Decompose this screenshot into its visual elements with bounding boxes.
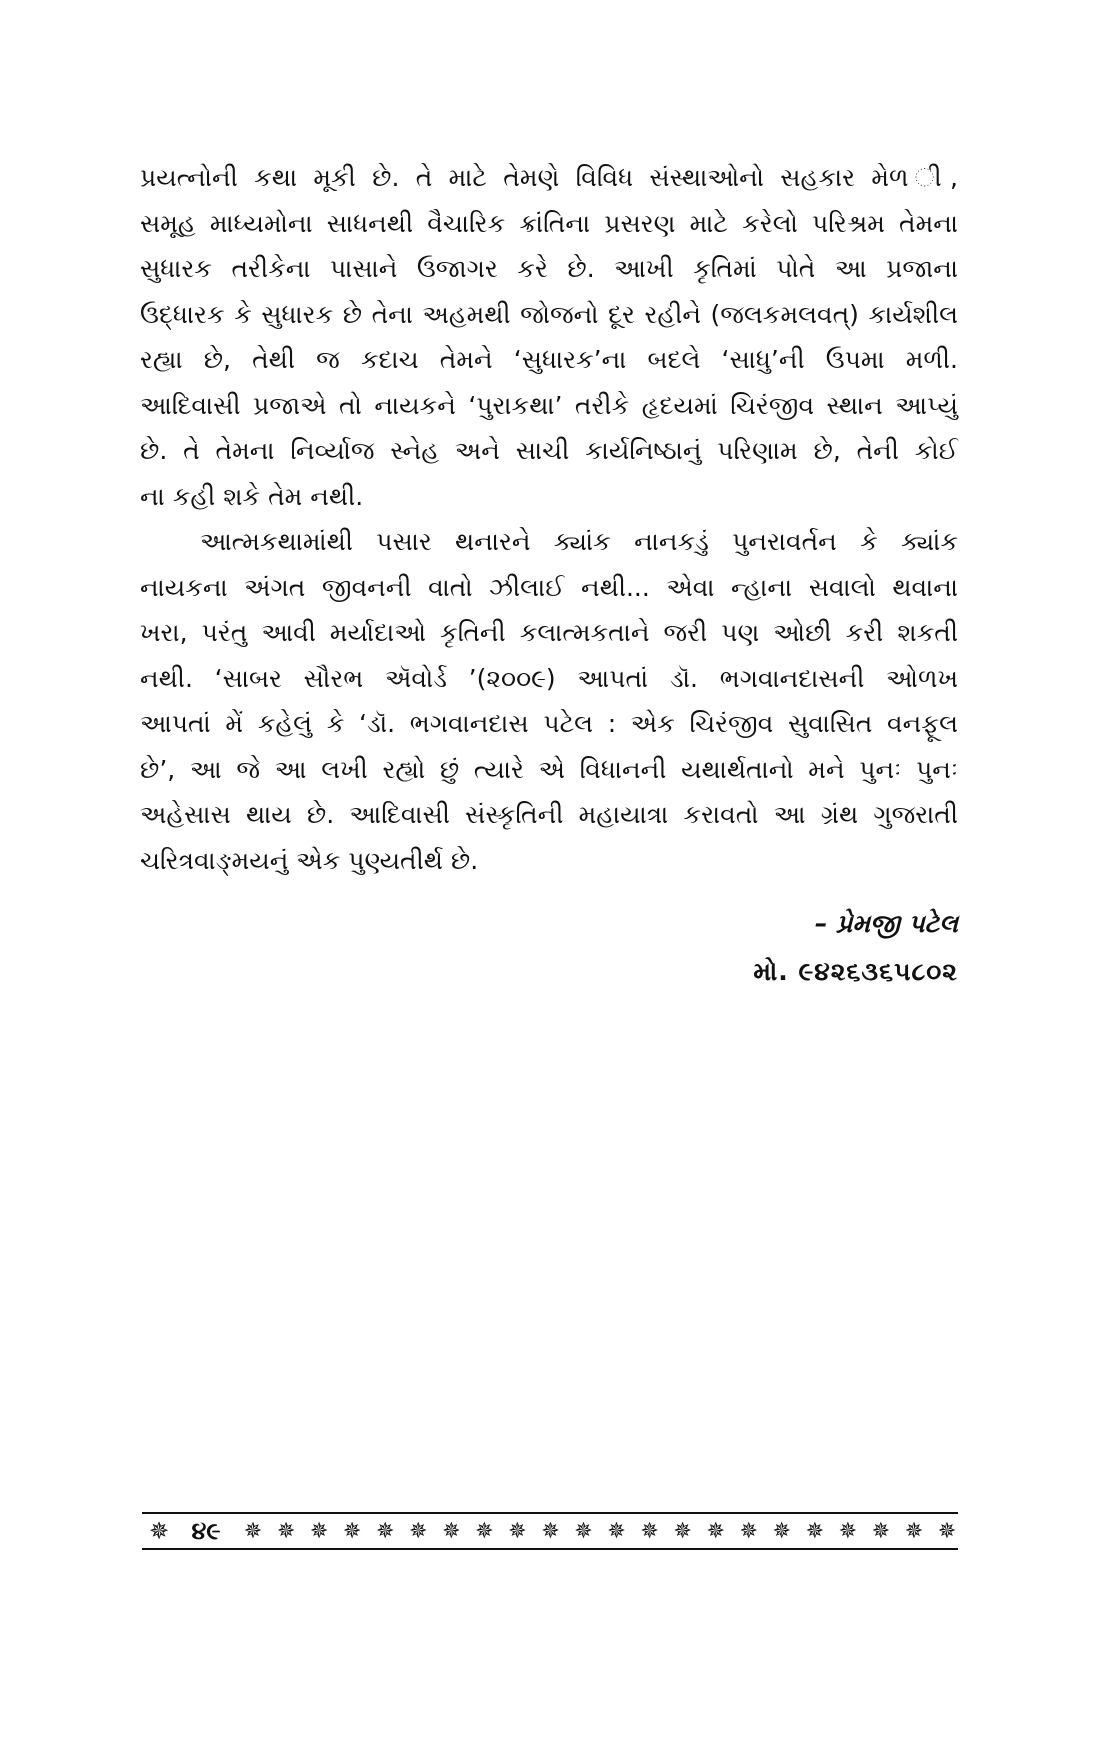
star-ornament-icon: ✵	[442, 1518, 461, 1544]
star-ornament-icon: ✵	[309, 1518, 329, 1544]
star-ornament-icon: ✵	[937, 1518, 957, 1544]
page-number: ૪૯	[191, 1517, 221, 1545]
text-line: આપતાં મેં કહેલું કે ‘ડૉ. ભગવાનદાસ પટેલ : એક ચિરંજીવ સુવાસિત વનફૂલ	[140, 709, 958, 738]
page-footer	[142, 1508, 958, 1552]
text-line: આત્મકથામાંથી પસાર થનારને ક્યાંક નાનકડું પુનરાવર્તન કે ક્યાંક	[200, 527, 958, 556]
star-ornament-icon: ✵	[276, 1518, 296, 1544]
text-line: આદિવાસી પ્રજાએ તો નાયકને ‘પુરાકથા’ તરીકે હૃદયમાં ચિરંજીવ સ્થાન આપ્યું	[140, 390, 958, 420]
star-ornament-icon: ✵	[739, 1518, 758, 1544]
author-name: – પ્રેમજી પટેલ	[814, 909, 958, 938]
star-ornament-icon: ✵	[243, 1518, 263, 1544]
star-ornament-icon: ✵	[607, 1518, 626, 1544]
text-line: ચરિત્રવાઙ્મયનું એક પુણ્યતીર્થ છે.	[140, 845, 479, 875]
star-ornament-icon: ✵	[706, 1518, 725, 1544]
star-ornament-icon: ✵	[475, 1518, 494, 1544]
paragraph-1	[140, 155, 958, 519]
star-ornament-icon: ✵	[508, 1518, 527, 1544]
star-ornament-icon: ✵	[342, 1518, 362, 1544]
star-ornament-icon: ✵	[574, 1518, 593, 1544]
star-ornament-icon: ✵	[871, 1518, 891, 1544]
author-phone: મો. ૯૪૨૬૩૬૫૮૦૨	[753, 957, 958, 986]
text-line: ખરા, પરંતુ આવી મર્યાદાઓ કૃતિની કલાત્મકતાને જરી પણ ઓછી કરી શકતી	[140, 618, 958, 647]
star-ornament-icon: ✵	[805, 1518, 825, 1544]
text-line: પ્રયત્નોની કથા મૂકી છે. તે માટે તેમણે વિવિધ સંસ્થાઓનો સહકાર મેળ ી,	[140, 163, 958, 192]
text-line: છે. તે તેમના નિર્વ્યાજ સ્નેહ અને સાચી કાર્યનિષ્ઠાનું પરિણામ છે, તેની કોઈ	[140, 436, 958, 465]
text-line: સમૂહ માધ્યમોના સાધનથી વૈચારિક ક્રાંતિના પ્રસરણ માટે કરેલો પરિશ્રમ તેમના	[140, 208, 958, 238]
star-ornament-icon: ✵	[838, 1518, 858, 1544]
text-line: છે’, આ જે આ લખી રહ્યો છું ત્યારે એ વિધાનની યથાર્થતાનો મને પુનઃ પુનઃ	[140, 754, 958, 784]
text-line: ઉદ્ધારક કે સુધારક છે તેના અહમથી જોજનો દૂર રહીને (જલકમલવત્) કાર્યશીલ	[140, 299, 958, 329]
body-text	[140, 155, 958, 883]
star-border	[236, 1519, 958, 1544]
star-ornament-icon: ✵	[904, 1518, 924, 1544]
text-line: નાયકના અંગત જીવનની વાતો ઝીલાઈ નથી... એવા ન્હાના સવાલો થવાના	[140, 572, 958, 602]
text-line: નથી. ‘સાબર સૌરભ ઍવોર્ડ ’(૨૦૦૯) આપતાં ડૉ. ભગવાનદાસની ઓળખ	[140, 663, 958, 693]
star-ornament-icon: ✵	[375, 1518, 395, 1544]
paragraph-2	[140, 519, 958, 883]
footer-rule-top	[142, 1512, 958, 1514]
star-ornament-icon: ✵	[148, 1517, 170, 1545]
text-line: અહેસાસ થાય છે. આદિવાસી સંસ્કૃતિની મહાયાત્રા કરાવતો આ ગ્રંથ ગુજરાતી	[140, 800, 958, 829]
star-ornament-icon: ✵	[673, 1518, 692, 1544]
signature-block	[753, 900, 958, 996]
star-ornament-icon: ✵	[409, 1518, 428, 1544]
text-line: ના કહી શકે તેમ નથી.	[140, 481, 364, 511]
star-ornament-icon: ✵	[640, 1518, 659, 1544]
footer-row	[142, 1516, 958, 1546]
text-line: સુધારક તરીકેના પાસાને ઉજાગર કરે છે. આખી કૃતિમાં પોતે આ પ્રજાના	[140, 254, 958, 283]
star-ornament-icon: ✵	[772, 1518, 791, 1544]
footer-rule-bottom	[142, 1548, 958, 1550]
text-line: રહ્યા છે, તેથી જ કદાચ તેમને ‘સુધારક’ના બદલે ‘સાધુ’ની ઉપમા મળી.	[140, 345, 958, 374]
star-ornament-icon: ✵	[541, 1518, 560, 1544]
